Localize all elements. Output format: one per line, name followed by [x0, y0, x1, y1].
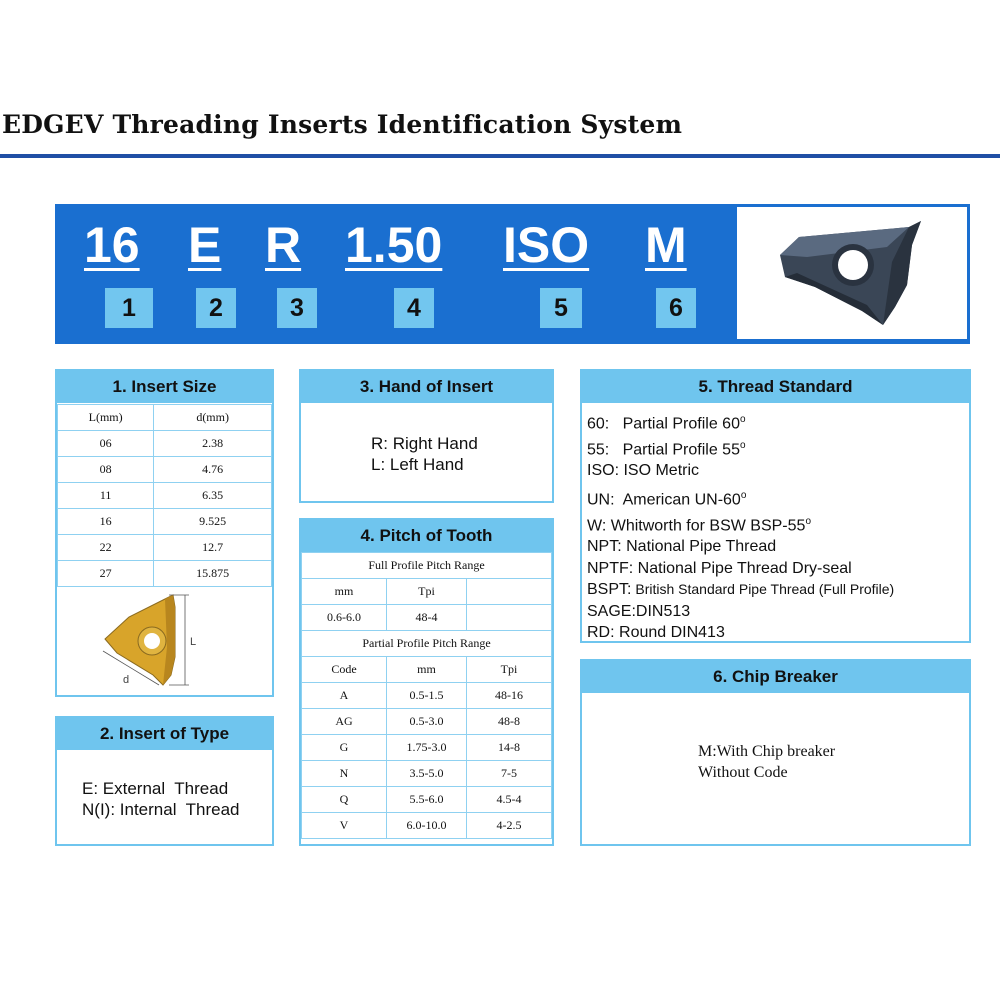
pitch-panel	[299, 518, 554, 846]
hand-left: L: Left Hand	[371, 455, 464, 474]
table-cell: 4.5-4	[467, 787, 552, 813]
table-row	[302, 709, 552, 735]
table-cell: 9.525	[154, 509, 272, 535]
hand-right: R: Right Hand	[371, 434, 478, 453]
title-divider	[0, 154, 1000, 158]
table-cell	[467, 605, 552, 631]
chip-breaker-panel	[580, 659, 971, 846]
code-index-6: 6	[656, 288, 696, 328]
column-header: Tpi	[387, 579, 467, 605]
table-row	[58, 535, 272, 561]
chip-breaker-heading: 6. Chip Breaker	[582, 661, 969, 693]
table-row	[58, 457, 272, 483]
table-row	[302, 787, 552, 813]
code-index-1: 1	[105, 288, 153, 328]
table-cell: 22	[58, 535, 154, 561]
code-index-2: 2	[196, 288, 236, 328]
table-cell: V	[302, 813, 387, 839]
table-row	[302, 735, 552, 761]
table-cell: 6.0-10.0	[387, 813, 467, 839]
list-item: ISO: ISO Metric	[587, 462, 700, 480]
thread-standard-panel	[580, 369, 971, 643]
table-caption-row	[302, 631, 552, 657]
table-cell: 08	[58, 457, 154, 483]
table-cell: 12.7	[154, 535, 272, 561]
list-item: SAGE:DIN513	[587, 602, 691, 620]
table-row	[58, 431, 272, 457]
code-part-standard: ISO	[503, 217, 590, 273]
table-cell: 4.76	[154, 457, 272, 483]
table-row	[302, 683, 552, 709]
table-row	[302, 813, 552, 839]
table-cell: 11	[58, 483, 154, 509]
code-banner	[55, 204, 970, 344]
table-cell: 06	[58, 431, 154, 457]
column-header: L(mm)	[58, 405, 154, 431]
insert-type-external: E: External Thread	[82, 779, 229, 798]
table-caption-row	[302, 553, 552, 579]
table-cell: 16	[58, 509, 154, 535]
table-cell: 15.875	[154, 561, 272, 587]
column-header: Tpi	[467, 657, 552, 683]
insert-type-panel	[55, 716, 274, 846]
code-part-hand: R	[265, 217, 302, 273]
table-cell: 7-5	[467, 761, 552, 787]
table-cell: 27	[58, 561, 154, 587]
chip-breaker-text	[698, 741, 835, 783]
table-cell: 0.6-6.0	[302, 605, 387, 631]
insert-type-heading: 2. Insert of Type	[57, 718, 272, 750]
pitch-heading: 4. Pitch of Tooth	[301, 520, 552, 552]
column-header: mm	[387, 657, 467, 683]
table-header-row	[58, 405, 272, 431]
table-cell: 0.5-3.0	[387, 709, 467, 735]
list-item: UN: American UN-60$^o$	[587, 489, 747, 509]
table-header-row	[302, 657, 552, 683]
list-item: BSPT: British Standard Pipe Thread (Full Profile)	[587, 581, 895, 599]
length-label: L	[190, 636, 197, 648]
column-header	[467, 579, 552, 605]
list-item: 60: Partial Profile 60$^o$	[587, 414, 746, 433]
full-profile-caption: Full Profile Pitch Range	[302, 553, 552, 579]
code-part-type: E	[188, 217, 222, 273]
table-cell: 5.5-6.0	[387, 787, 467, 813]
table-cell: 48-4	[387, 605, 467, 631]
code-part-size: 16	[84, 217, 140, 273]
table-cell: 1.75-3.0	[387, 735, 467, 761]
list-item: RD: Round DIN413	[587, 623, 725, 641]
thread-standard-heading: 5. Thread Standard	[582, 371, 969, 403]
table-cell: 14-8	[467, 735, 552, 761]
table-row	[302, 605, 552, 631]
code-part-pitch: 1.50	[345, 217, 443, 273]
list-item: W: Whitworth for BSW BSP-55$^o$	[587, 515, 811, 534]
table-cell: 48-8	[467, 709, 552, 735]
pitch-table	[301, 552, 552, 839]
insert-type-internal: N(I): Internal Thread	[82, 800, 240, 819]
table-row	[58, 561, 272, 587]
insert-size-diagram	[57, 587, 272, 697]
code-part-chip-breaker: M	[645, 217, 687, 273]
insert-size-table	[57, 404, 272, 587]
table-cell: G	[302, 735, 387, 761]
table-cell: Q	[302, 787, 387, 813]
column-header: Code	[302, 657, 387, 683]
table-cell: 48-16	[467, 683, 552, 709]
table-row	[302, 761, 552, 787]
table-header-row	[302, 579, 552, 605]
partial-profile-caption: Partial Profile Pitch Range	[302, 631, 552, 657]
thread-standard-list	[587, 409, 894, 643]
threading-insert-image	[737, 207, 967, 339]
code-index-3: 3	[277, 288, 317, 328]
table-cell: 6.35	[154, 483, 272, 509]
table-cell: 3.5-5.0	[387, 761, 467, 787]
table-cell: 4-2.5	[467, 813, 552, 839]
chip-breaker-without: Without Code	[698, 764, 788, 781]
table-row	[58, 483, 272, 509]
table-row	[58, 509, 272, 535]
insert-photo	[737, 207, 967, 339]
list-item: NPT: National Pipe Thread	[587, 538, 777, 556]
table-cell: 0.5-1.5	[387, 683, 467, 709]
insert-size-heading: 1. Insert Size	[57, 371, 272, 403]
table-cell: AG	[302, 709, 387, 735]
page-title: EDGEV Threading Inserts Identification System	[2, 110, 683, 139]
column-header: d(mm)	[154, 405, 272, 431]
table-cell: N	[302, 761, 387, 787]
list-item: 55: Partial Profile 55$^o$	[587, 439, 746, 459]
table-cell: A	[302, 683, 387, 709]
column-header: mm	[302, 579, 387, 605]
code-index-4: 4	[394, 288, 434, 328]
insert-size-panel	[55, 369, 274, 697]
hand-panel	[299, 369, 554, 503]
list-item: NPTF: National Pipe Thread Dry-seal	[587, 559, 852, 577]
hand-heading: 3. Hand of Insert	[301, 371, 552, 403]
chip-breaker-with: M:With Chip breaker	[698, 743, 836, 760]
code-index-5: 5	[540, 288, 582, 328]
diameter-label: d	[123, 674, 130, 686]
table-cell: 2.38	[154, 431, 272, 457]
